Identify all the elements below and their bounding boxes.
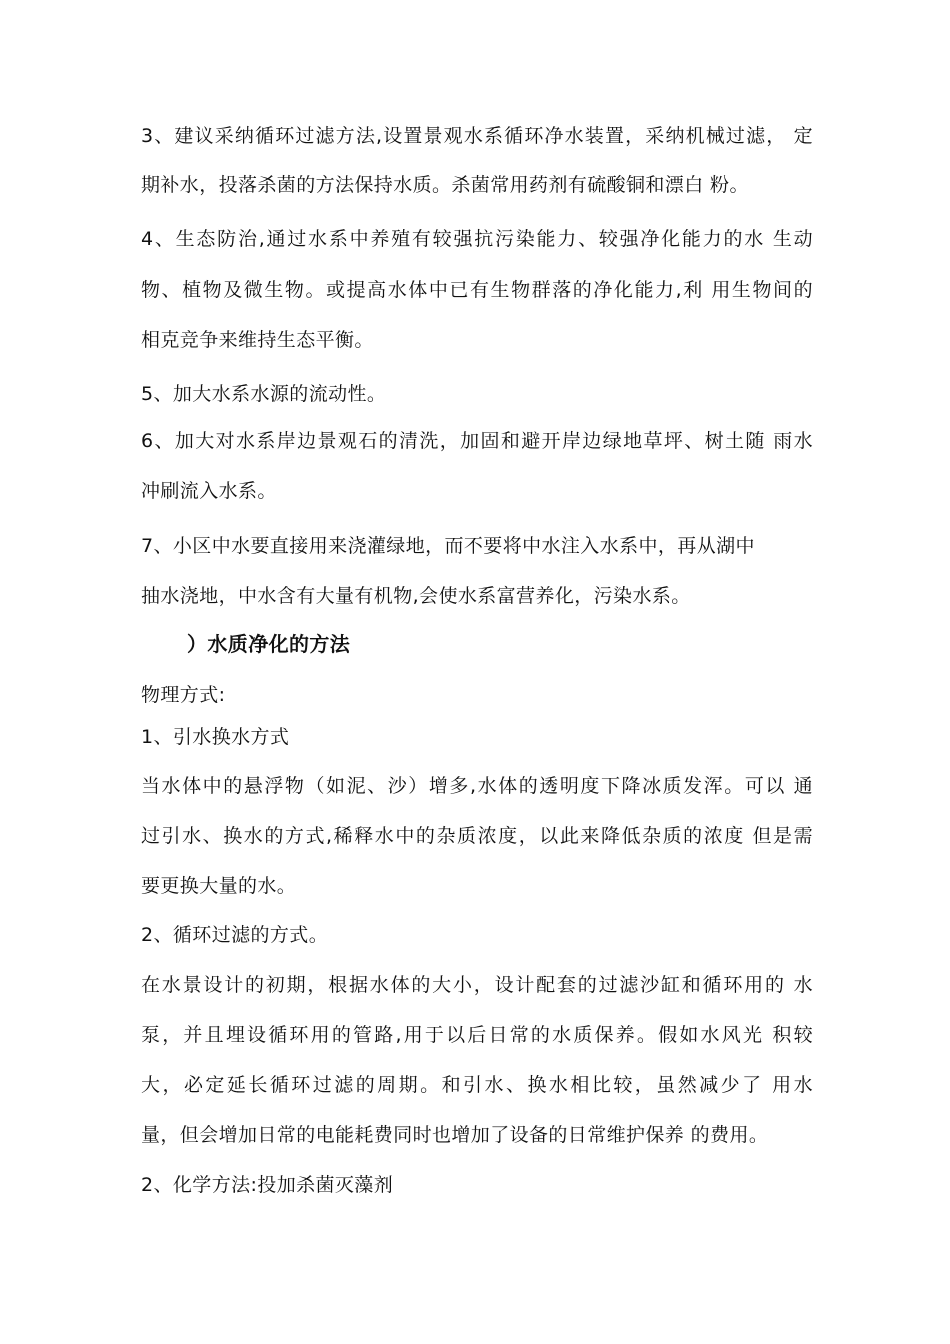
method-2-line-4: 量，但会增加日常的电能耗费同时也增加了设备的日常维护保养 的费用。 (141, 1124, 769, 1146)
chemical-method-title: 2、化学方法:投加杀菌灭藻剂 (141, 1174, 394, 1196)
section-heading: ）水质净化的方法 (187, 632, 351, 656)
method-1-line-3: 要更换大量的水。 (141, 875, 297, 897)
method-1-title: 1、引水换水方式 (141, 726, 290, 748)
paragraph-4-line-3: 相克竞争来维持生态平衡。 (141, 329, 374, 351)
paragraph-6-line-2: 冲刷流入水系。 (141, 480, 277, 502)
method-2-title: 2、循环过滤的方式。 (141, 924, 329, 946)
paragraph-3-line-2: 期补水，投落杀菌的方法保持水质。杀菌常用药剂有硫酸铜和漂白 粉。 (141, 174, 749, 196)
paragraph-4-line-1: 4、生态防治,通过水系中养殖有较强抗污染能力、较强净化能力的水 生动 (141, 228, 813, 250)
method-1-line-1: 当水体中的悬浮物（如泥、沙）增多,水体的透明度下降冰质发浑。可以 通 (141, 775, 813, 797)
paragraph-7-line-2: 抽水浇地，中水含有大量有机物,会使水系富营养化，污染水系。 (141, 585, 691, 607)
physical-methods-label: 物理方式: (141, 684, 226, 706)
method-1-line-2: 过引水、换水的方式,稀释水中的杂质浓度，以此来降低杂质的浓度 但是需 (141, 825, 813, 847)
method-2-line-1: 在水景设计的初期，根据水体的大小，设计配套的过滤沙缸和循环用的 水 (141, 974, 813, 996)
paragraph-4-line-2: 物、植物及微生物。或提高水体中已有生物群落的净化能力,利 用生物间的 (141, 279, 813, 301)
method-2-line-3: 大，必定延长循环过滤的周期。和引水、换水相比较，虽然减少了 用水 (141, 1074, 813, 1096)
paragraph-6-line-1: 6、加大对水系岸边景观石的清洗，加固和避开岸边绿地草坪、树土随 雨水 (141, 430, 813, 452)
paragraph-5-line-1: 5、加大水系水源的流动性。 (141, 383, 387, 405)
method-2-line-2: 泵，并且埋设循环用的管路,用于以后日常的水质保养。假如水风光 积较 (141, 1024, 813, 1046)
paragraph-7-line-1: 7、小区中水要直接用来浇灌绿地，而不要将中水注入水系中，再从湖中 (141, 535, 755, 557)
paragraph-3-line-1: 3、建议采纳循环过滤方法,设置景观水系循环净水装置，采纳机械过滤， 定 (141, 125, 813, 147)
